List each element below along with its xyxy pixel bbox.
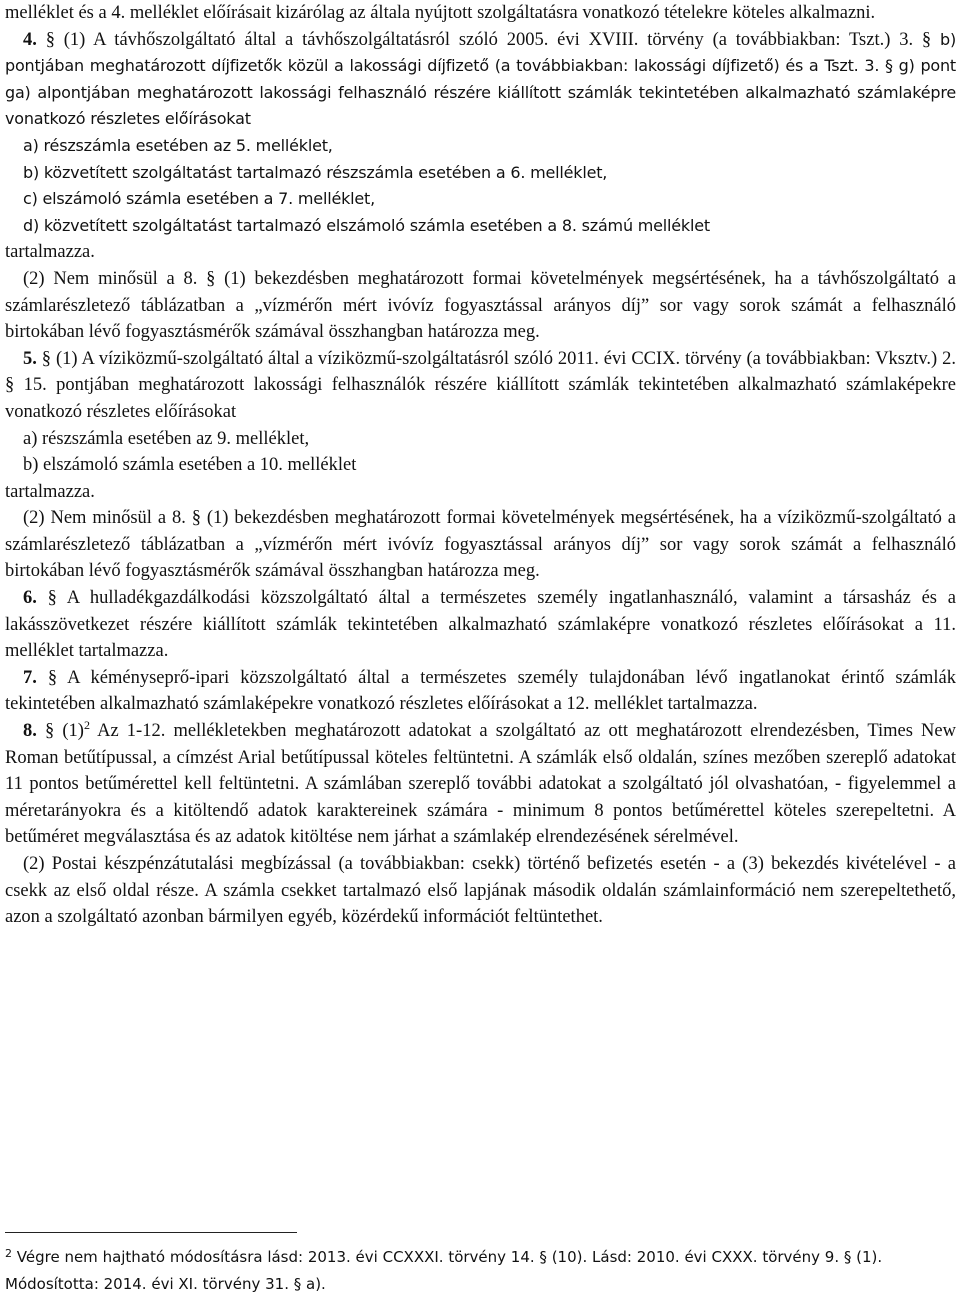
section-7-number: 7. <box>23 667 37 688</box>
section-4-item-b: b) közvetített szolgáltatást tartalmazó részszámla esetében a 6. melléklet, <box>23 162 608 182</box>
section-8-paragraph-2: (2) Postai készpénzátutalási megbízással (a továbbiakban: csekk) történő befizetés esetén - a (3) bekezdés kivételével - a csekk az első oldal része. A számla csekket tartalmazó első lapjának második oldalán számlainformáció nem szerepeltethető, azon a szolgáltató azonban bármilyen egyéb, közérdekű információt feltüntethet. <box>5 854 956 928</box>
footnote-text: Végre nem hajtható módosításra lásd: 2013. évi CCXXXI. törvény 14. § (10). Lásd: 2010. évi CXXX. törvény 9. § (1). Módosította: 2014. évi XI. törvény 31. § a). <box>5 1248 883 1293</box>
section-6-number: 6. <box>23 588 37 609</box>
section-4-paragraph-1 <box>5 27 956 133</box>
section-6-paragraph <box>5 585 956 665</box>
section-8-paragraph-label: § (1) <box>36 721 84 742</box>
section-5-number: 5. <box>23 348 37 369</box>
document-body <box>5 0 956 931</box>
section-5-item-b: b) elszámoló számla esetében a 10. melléklet <box>23 455 357 476</box>
section-4-item-c: c) elszámoló számla esetében a 7. melléklet, <box>23 189 375 209</box>
section-4-item-d: d) közvetített szolgáltatást tartalmazó elszámoló számla esetében a 8. számú melléklet <box>23 215 710 235</box>
section-6-text: § A hulladékgazdálkodási közszolgáltató által a természetes személy ingatlanhasználó, valamint a társasház és a lakásszövetkezet részére kiállított számlák tekintetében alkalmazható számlaképre vonatkozó részletes előírásokat a 11. melléklet tartalmazza. <box>5 588 956 662</box>
paragraph-annex-continuation: melléklet és a 4. melléklet előírásait kizárólag az általa nyújtott szolgáltatásra vonatkozó tételekre köteles alkalmazni. <box>5 3 876 23</box>
section-8-number: 8. <box>23 721 37 742</box>
section-7-paragraph <box>5 665 956 718</box>
section-4-paragraph-2: (2) Nem minősül a 8. § (1) bekezdésben meghatározott formai követelmények megsértésének, ha a távhőszolgáltató a számlarészletező táblázatban a „vízmérőn mért ivóvíz fogyasztással arányos díj” sor vagy sorok számát a felhasználó birtokában lévő fogyasztásmérők számával összhangban határozza meg. <box>5 268 956 343</box>
section-5-closing: tartalmazza. <box>5 481 95 502</box>
section-4-closing: tartalmazza. <box>5 242 95 263</box>
footnote-reference: 2 <box>83 718 90 733</box>
footnote <box>5 1244 956 1297</box>
footnote-number: 2 <box>5 1247 12 1260</box>
section-4-text-b: b) pontjában meghatározott díjfizetők közül a lakossági díjfizető (a továbbiakban: lakossági díjfizető) és a Tszt. 3. § g) pont ga) alpontjában meghatározott lakossági felhasználó részére kiállított számlák tekintetében alkalmazható számlaképre vonatkozó részletes előírásokat <box>5 29 956 129</box>
section-5-paragraph-2: (2) Nem minősül a 8. § (1) bekezdésben meghatározott formai követelmények megsértésének, ha a víziközmű-szolgáltató a számlarészletező táblázatban a „vízmérőn mért ivóvíz fogyasztással arányos díj” sor vagy sorok számát a felhasználó birtokában lévő fogyasztásmérők számával összhangban határozza meg. <box>5 508 956 582</box>
section-4-item-a: a) részszámla esetében az 5. melléklet, <box>23 135 333 155</box>
section-5-paragraph-1 <box>5 346 956 426</box>
section-7-text: § A kéményseprő-ipari közszolgáltató által a természetes személy tulajdonában lévő ingatlanokat érintő számlák tekintetében alkalmazható számlaképekre vonatkozó részletes előírásokat a 12. melléklet tartalmazza. <box>5 667 956 715</box>
section-4-number: 4. <box>23 29 37 50</box>
section-8-paragraph-1 <box>5 718 956 851</box>
section-8-text: Az 1-12. mellékletekben meghatározott adatokat a szolgáltató az ott meghatározott elrendezésben, Times New Roman betűtípussal, a címzést Arial betűtípussal köteles feltüntetni. A számlák első oldalán, színes mezőben szereplő adatokat 11 pontos betűmérettel kell feltüntetni. A számlában szereplő további adatokat a szolgáltató jól olvashatóan, - figyelemmel a méretarányokra és a kitöltendő adatok karaktereinek számára - minimum 8 pontos betűmérettel köteles szerepeltetni. A betűméret megválasztása és az adatok kitöltése nem járhat a számlakép elrendezésének sérelmével. <box>5 721 956 848</box>
footnote-separator <box>5 1232 297 1233</box>
section-5-item-a: a) részszámla esetében az 9. melléklet, <box>23 428 310 449</box>
section-4-text-a: § (1) A távhőszolgáltató által a távhőszolgáltatásról szóló 2005. évi XVIII. törvény (a továbbiakban: Tszt.) 3. § <box>36 29 940 50</box>
section-5-text: § (1) A víziközmű-szolgáltató által a víziközmű-szolgáltatásról szóló 2011. évi CCIX. törvény (a továbbiakban: Vksztv.) 2. § 15. pontjában meghatározott lakossági felhasználók részére kiállított számlák tekintetében alkalmazható számlaképekre vonatkozó részletes előírásokat <box>5 348 956 422</box>
